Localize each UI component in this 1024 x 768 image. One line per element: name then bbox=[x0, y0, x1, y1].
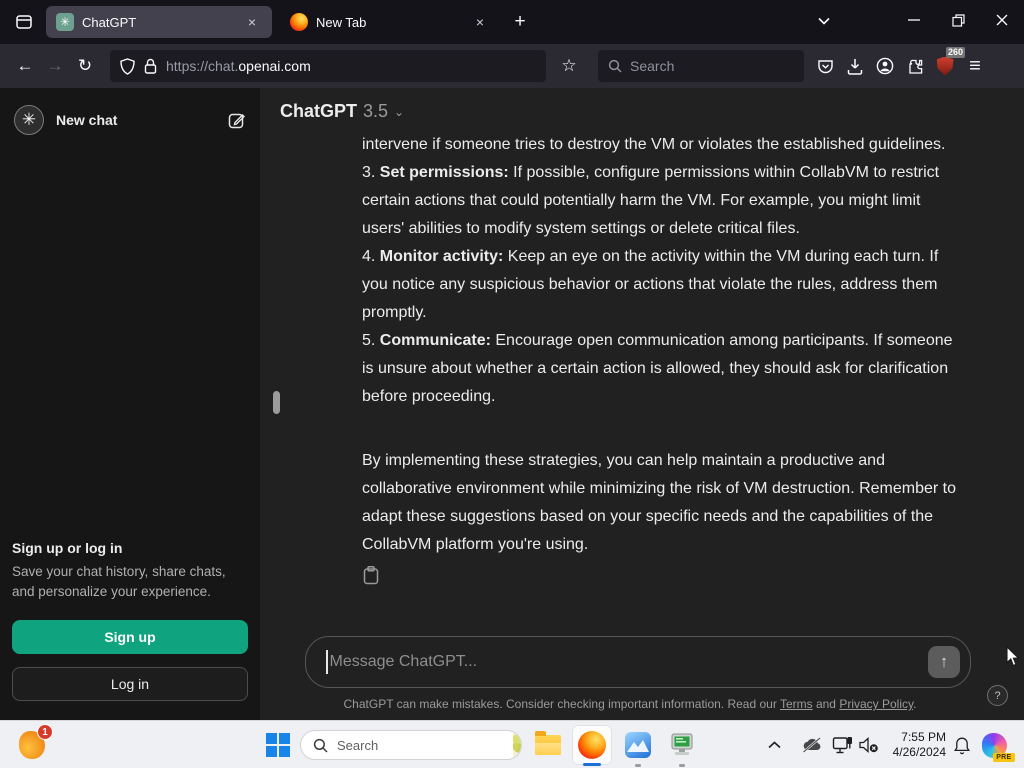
firefox-favicon bbox=[290, 13, 308, 31]
reload-button[interactable]: ↻ bbox=[77, 56, 93, 75]
clock-time: 7:55 PM bbox=[901, 730, 946, 744]
signup-heading: Sign up or log in bbox=[12, 540, 123, 556]
onedrive-offline-icon[interactable] bbox=[798, 721, 826, 768]
tab-list-chevron-icon[interactable] bbox=[809, 6, 839, 36]
close-window-button[interactable] bbox=[980, 0, 1024, 40]
firefox-active-indicator bbox=[583, 763, 601, 766]
page-content bbox=[0, 88, 1024, 720]
new-chat-label: New chat bbox=[56, 112, 118, 128]
downloads-icon[interactable] bbox=[840, 51, 870, 81]
search-highlight-image[interactable] bbox=[513, 730, 521, 760]
extensions-puzzle-icon[interactable] bbox=[900, 51, 930, 81]
new-tab-button[interactable]: + bbox=[514, 11, 526, 32]
tab-close-icon[interactable]: × bbox=[475, 14, 485, 30]
new-chat-button[interactable] bbox=[10, 102, 250, 138]
taskbar-search-box[interactable] bbox=[300, 730, 522, 760]
send-button[interactable]: ↑ bbox=[928, 646, 960, 678]
restore-button[interactable] bbox=[936, 0, 980, 40]
signup-description: Save your chat history, share chats, and personalize your experience. bbox=[12, 564, 226, 599]
lock-icon[interactable] bbox=[144, 58, 157, 74]
sign-up-button[interactable]: Sign up bbox=[12, 620, 248, 654]
back-button[interactable]: ← bbox=[16, 56, 34, 75]
assistant-message bbox=[362, 131, 956, 559]
widget-notification-badge: 1 bbox=[37, 724, 53, 740]
model-name: ChatGPT bbox=[280, 101, 358, 121]
message-input-container[interactable] bbox=[305, 636, 971, 688]
account-icon[interactable] bbox=[870, 51, 900, 81]
signup-section bbox=[12, 540, 248, 701]
disclaimer-text: ChatGPT can make mistakes. Consider checking important information. Read our Terms and Privacy Policy. bbox=[343, 697, 917, 711]
message-paragraph: 4. Monitor activity: Keep an eye on the activity within the VM during each turn. If you notice any suspicious behavior or actions that violate the rules, address them promptly. bbox=[362, 248, 939, 321]
chevron-down-icon: ⌄ bbox=[394, 104, 405, 119]
model-selector[interactable] bbox=[280, 101, 404, 122]
computer-app-icon[interactable] bbox=[664, 721, 700, 768]
openai-logo: ✳ bbox=[14, 105, 44, 135]
app-running-indicator bbox=[679, 764, 685, 767]
browser-search-input[interactable] bbox=[630, 58, 770, 74]
weather-widget-icon bbox=[19, 726, 48, 759]
message-input[interactable] bbox=[330, 653, 929, 671]
text-caret bbox=[326, 650, 328, 674]
start-button[interactable] bbox=[258, 721, 298, 768]
tab-title: ChatGPT bbox=[82, 14, 137, 30]
chat-main bbox=[260, 88, 1024, 720]
help-button[interactable]: ? bbox=[987, 685, 1008, 706]
pocket-icon[interactable] bbox=[810, 51, 840, 81]
taskbar-search-input[interactable] bbox=[337, 738, 513, 753]
firefox-view-icon[interactable] bbox=[10, 8, 38, 36]
terms-link[interactable]: Terms bbox=[779, 697, 813, 711]
copy-icon[interactable] bbox=[362, 565, 382, 585]
tab-title: New Tab bbox=[316, 14, 367, 30]
address-bar[interactable] bbox=[110, 50, 546, 82]
mouse-cursor bbox=[1006, 646, 1021, 667]
clock-date: 4/26/2024 bbox=[892, 745, 946, 759]
notifications-bell-icon[interactable] bbox=[948, 721, 976, 768]
volume-muted-icon[interactable] bbox=[854, 721, 882, 768]
browser-search-field[interactable] bbox=[598, 50, 804, 82]
search-icon bbox=[313, 738, 328, 753]
minimize-button[interactable] bbox=[892, 0, 936, 40]
url-text[interactable]: https://chat.openai.com bbox=[166, 58, 311, 74]
network-display-icon[interactable] bbox=[828, 721, 856, 768]
privacy-policy-link[interactable]: Privacy Policy bbox=[839, 697, 914, 711]
shield-icon[interactable] bbox=[120, 58, 135, 75]
message-paragraph: 5. Communicate: Encourage open communication among participants. If someone is unsure about whether a certain action is allowed, they should ask for clarification before proceeding. bbox=[362, 332, 953, 405]
file-explorer-icon[interactable] bbox=[530, 721, 566, 768]
browser-tabstrip bbox=[0, 0, 1024, 44]
tab-new-tab[interactable] bbox=[280, 6, 500, 38]
model-version: 3.5 bbox=[363, 101, 389, 121]
tray-expand-chevron-icon[interactable] bbox=[760, 721, 788, 768]
compose-icon[interactable] bbox=[228, 111, 246, 129]
windows-logo-icon bbox=[266, 733, 290, 757]
openai-favicon: ✳ bbox=[56, 13, 74, 31]
windows-taskbar bbox=[0, 720, 1024, 768]
menu-hamburger-icon[interactable]: ≡ bbox=[969, 54, 981, 77]
copilot-icon[interactable] bbox=[976, 721, 1012, 768]
copilot-preview-badge: PRE bbox=[993, 753, 1014, 762]
tab-close-icon[interactable]: × bbox=[247, 14, 257, 30]
forward-button: → bbox=[46, 56, 64, 75]
app-running-indicator bbox=[635, 764, 641, 767]
taskbar-clock[interactable] bbox=[880, 721, 946, 768]
adblock-badge: 260 bbox=[947, 47, 963, 57]
chatgpt-sidebar bbox=[0, 88, 260, 720]
tab-chatgpt[interactable] bbox=[46, 6, 272, 38]
browser-toolbar bbox=[0, 44, 1024, 88]
message-paragraph: 3. Set permissions: If possible, configure permissions within CollabVM to restrict certain actions that could potentially harm the VM. For example, you might limit users' abilities to modify system settings or delete critical files. bbox=[362, 164, 940, 237]
media-app-icon[interactable] bbox=[620, 721, 656, 768]
firefox-taskbar-icon[interactable] bbox=[572, 725, 612, 765]
sidebar-collapse-handle[interactable] bbox=[273, 391, 280, 414]
log-in-button[interactable]: Log in bbox=[12, 667, 248, 701]
bookmark-star-icon[interactable]: ☆ bbox=[561, 56, 577, 75]
window-controls bbox=[892, 0, 1024, 40]
taskbar-widget-icon[interactable] bbox=[14, 721, 50, 768]
message-paragraph: intervene if someone tries to destroy the VM or violates the established guidelines. bbox=[362, 136, 946, 153]
message-paragraph: By implementing these strategies, you can help maintain a productive and collaborative environment while minimizing the risk of VM destruction. Remember to adapt these suggestions based on your specific needs and the capabilities of the CollabVM platform you're using. bbox=[362, 452, 957, 553]
adblocker-icon[interactable] bbox=[930, 47, 963, 81]
adblock-shield-icon bbox=[937, 57, 954, 76]
search-icon bbox=[608, 59, 622, 73]
